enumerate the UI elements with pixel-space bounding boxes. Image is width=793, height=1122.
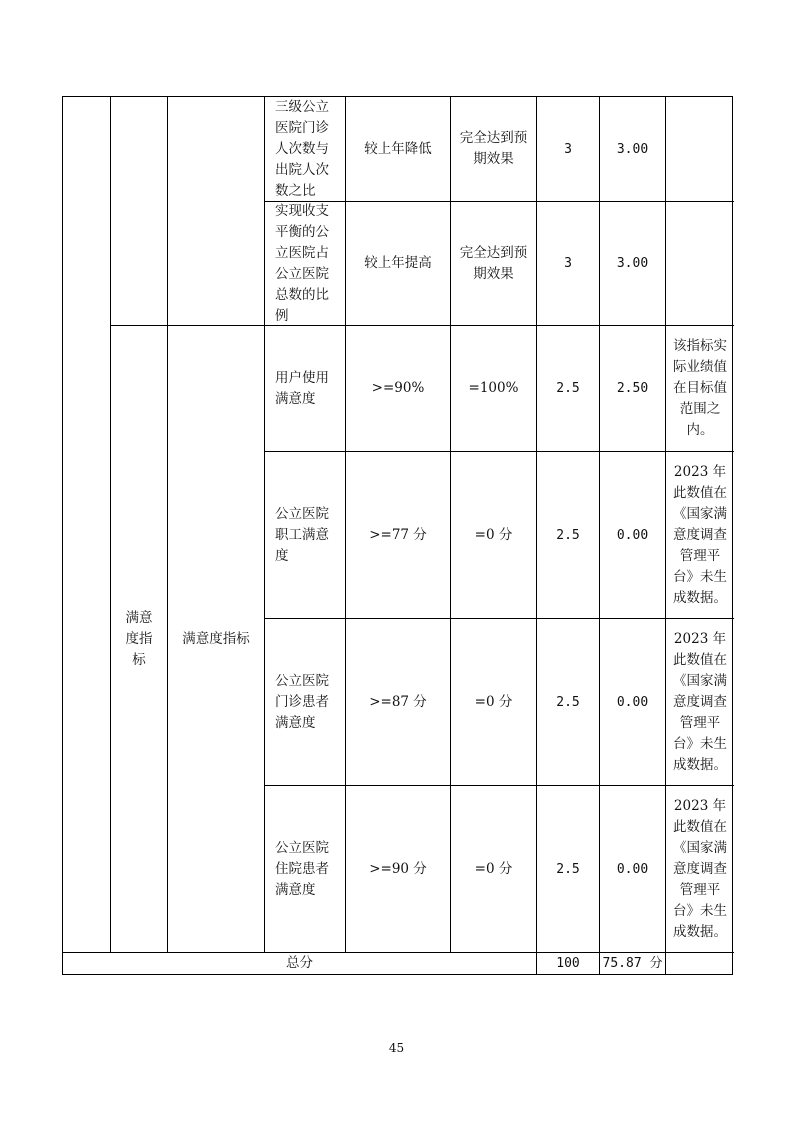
row-3-weight: 2.5 [537, 326, 600, 452]
row-2-weight: 3 [537, 202, 600, 326]
row-5-weight: 2.5 [537, 619, 600, 786]
row-3-score: 2.50 [600, 326, 666, 452]
row-3-actual: =100% [451, 326, 537, 452]
row-3-note: 该指标实际业绩值在目标值范围之内。 [666, 326, 734, 452]
row-1-actual: 完全达到预期效果 [451, 97, 537, 202]
row-5-note: 2023 年此数值在《国家满意度调查管理平台》未生成数据。 [666, 619, 734, 786]
group-second-level-satisfaction: 满意度指标 [168, 326, 265, 953]
row-3-indicator: 用户使用满意度 [265, 326, 346, 452]
row-1-weight: 3 [537, 97, 600, 202]
row-6-note: 2023 年此数值在《国家满意度调查管理平台》未生成数据。 [666, 786, 734, 953]
row-4-weight: 2.5 [537, 452, 600, 619]
row-4-note: 2023 年此数值在《国家满意度调查管理平台》未生成数据。 [666, 452, 734, 619]
evaluation-table [62, 96, 733, 975]
row-2-note [666, 202, 734, 326]
row-4-indicator: 公立医院职工满意度 [265, 452, 346, 619]
col-second-level-empty [111, 97, 168, 326]
row-3-target: >=90% [346, 326, 451, 452]
row-2-target: 较上年提高 [346, 202, 451, 326]
row-2-indicator: 实现收支平衡的公立医院占公立医院总数的比例 [265, 202, 346, 326]
row-5-target: >=87 分 [346, 619, 451, 786]
row-4-actual: =0 分 [451, 452, 537, 619]
row-6-actual: =0 分 [451, 786, 537, 953]
col-third-level-empty [168, 97, 265, 326]
total-weight: 100 [537, 953, 600, 974]
row-2-score: 3.00 [600, 202, 666, 326]
row-2-actual: 完全达到预期效果 [451, 202, 537, 326]
total-label: 总分 [63, 953, 537, 974]
row-5-score: 0.00 [600, 619, 666, 786]
total-note [666, 953, 732, 974]
group-first-level-satisfaction: 满意度指标 [111, 326, 168, 953]
row-6-score: 0.00 [600, 786, 666, 953]
row-4-target: >=77 分 [346, 452, 451, 619]
row-4-score: 0.00 [600, 452, 666, 619]
row-5-actual: =0 分 [451, 619, 537, 786]
row-6-target: >=90 分 [346, 786, 451, 953]
row-1-note [666, 97, 734, 202]
row-1-target: 较上年降低 [346, 97, 451, 202]
col-first-level-empty [63, 97, 111, 953]
row-6-weight: 2.5 [537, 786, 600, 953]
row-1-score: 3.00 [600, 97, 666, 202]
row-5-indicator: 公立医院门诊患者满意度 [265, 619, 346, 786]
page-number: 45 [388, 1041, 405, 1055]
row-1-indicator: 三级公立医院门诊人次数与出院人次数之比 [265, 97, 346, 202]
total-score: 75.87 分 [600, 953, 666, 974]
row-6-indicator: 公立医院住院患者满意度 [265, 786, 346, 953]
